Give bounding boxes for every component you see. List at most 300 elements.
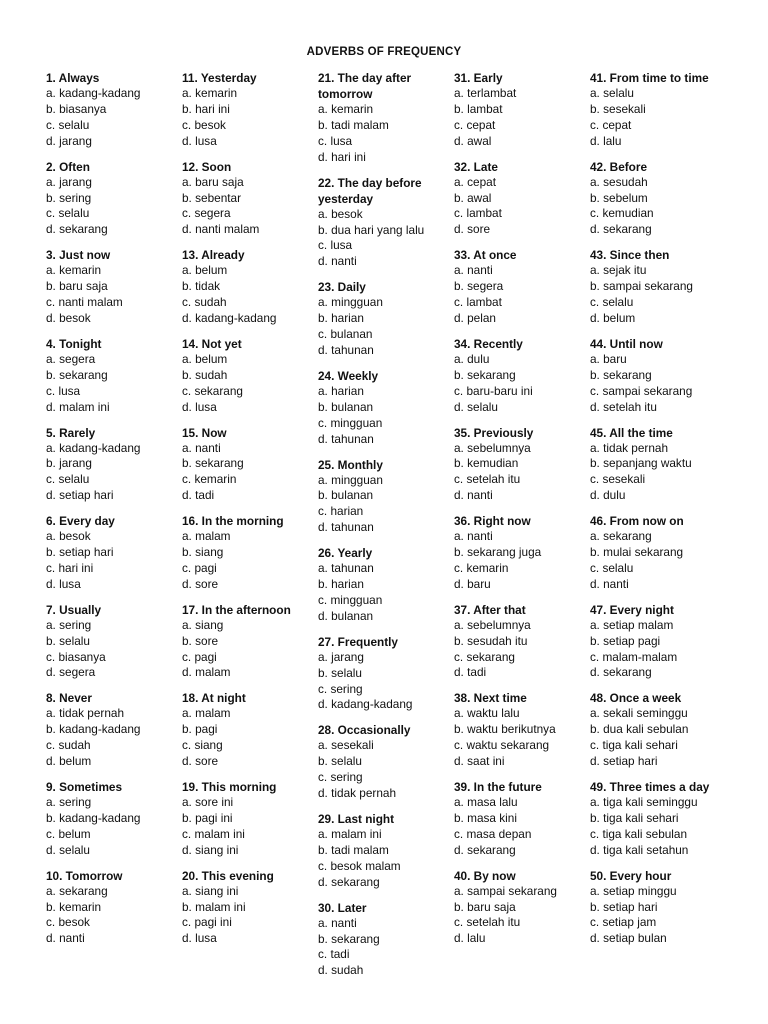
answer-option: c. lambat [454, 295, 502, 310]
answer-option: a. mingguan [318, 295, 383, 310]
question-block [590, 425, 730, 505]
answer-option: d. awal [454, 133, 492, 148]
answer-option: a. baru saja [182, 174, 244, 189]
question-heading: 16. In the morning [182, 514, 284, 529]
column-3 [318, 70, 446, 988]
answer-option: d. siang ini [182, 842, 239, 857]
answer-option: d. sudah [318, 963, 364, 978]
answer-option: c. cepat [454, 117, 496, 132]
answer-option: c. selalu [46, 472, 90, 487]
answer-option: b. sesekali [590, 101, 646, 116]
answer-option: c. malam ini [182, 826, 245, 841]
answer-option: c. lusa [318, 238, 353, 253]
question-block [182, 247, 310, 327]
question-heading: 49. Three times a day [590, 780, 710, 794]
answer-option: b. sekarang [318, 931, 380, 946]
answer-option: d. sekarang [590, 665, 652, 680]
answer-option: c. lambat [454, 206, 502, 221]
question-block [590, 602, 730, 682]
answer-option: c. pagi [182, 649, 217, 664]
answer-option: d. dulu [590, 488, 626, 503]
answer-option: c. kemudian [590, 206, 654, 221]
answer-option: b. lambat [454, 101, 503, 116]
answer-option: b. jarang [46, 456, 92, 471]
answer-option: a. mingguan [318, 472, 383, 487]
question-heading: 39. In the future [454, 780, 542, 794]
page-title: ADVERBS OF FREQUENCY [306, 46, 462, 58]
question-heading: 42. Before [590, 159, 648, 174]
answer-option: d. setiap hari [590, 754, 658, 769]
question-heading: 10. Tomorrow [46, 868, 123, 883]
answer-option: b. selalu [46, 633, 90, 648]
question-block [318, 722, 446, 802]
question-block [318, 634, 446, 714]
question-heading: 45. All the time [590, 425, 673, 440]
answer-option: a. besok [46, 529, 91, 544]
answer-option: d. selalu [454, 399, 498, 414]
answer-option: a. sejak itu [590, 263, 647, 278]
question-block [46, 159, 174, 239]
question-heading: 28. Occasionally [318, 723, 411, 738]
answer-option: a. malam ini [318, 827, 382, 841]
answer-option: b. biasanya [46, 101, 107, 116]
question-block [318, 811, 446, 891]
answer-option: d. tidak pernah [318, 786, 397, 801]
question-block [590, 70, 730, 150]
answer-option: a. sebelumnya [454, 440, 531, 455]
answer-option: b. sekarang [46, 367, 108, 382]
answer-option: c. sesekali [590, 472, 646, 487]
answer-option: d. segera [46, 665, 96, 680]
answer-option: b. sampai sekarang [590, 279, 693, 294]
answer-option: d. sekarang [46, 222, 108, 237]
answer-option: c. nanti malam [46, 295, 123, 310]
question-heading: 8. Never [46, 691, 92, 706]
question-block [454, 247, 582, 327]
answer-option: d. jarang [46, 133, 92, 148]
answer-option: b. pagi ini [182, 810, 233, 825]
answer-option: b. baru saja [454, 899, 516, 914]
question-heading: 18. At night [182, 691, 246, 706]
answer-option: a. siang [182, 617, 224, 632]
answer-option: b. siang [182, 545, 224, 560]
question-block [590, 513, 730, 593]
question-block [454, 159, 582, 239]
answer-option: b. harian [318, 311, 364, 326]
question-block [454, 690, 582, 770]
answer-option: a. belum [182, 263, 228, 278]
answer-option: a. sebelumnya [454, 617, 531, 632]
question-block [318, 900, 446, 980]
question-heading: 9. Sometimes [46, 780, 123, 794]
answer-option: c. biasanya [46, 649, 106, 664]
question-block [318, 175, 446, 271]
answer-option: d. malam [182, 665, 231, 680]
answer-option: a. tahunan [318, 561, 374, 576]
question-block [182, 70, 310, 150]
answer-option: c. besok [46, 915, 90, 930]
answer-option: a. jarang [318, 649, 364, 664]
answer-option: b. harian [318, 577, 364, 592]
answer-option: d. pelan [454, 310, 496, 325]
answer-option: d. sore [182, 576, 219, 591]
answer-option: d. lusa [182, 931, 217, 946]
question-heading: 25. Monthly [318, 457, 383, 472]
question-block [454, 868, 582, 948]
question-block [182, 690, 310, 770]
answer-option: a. kemarin [318, 102, 374, 116]
answer-option: c. kemarin [182, 472, 237, 487]
question-heading: 37. After that [454, 602, 526, 617]
answer-option: a. nanti [182, 440, 221, 455]
answer-option: a. sekali seminggu [590, 706, 688, 721]
question-heading: 14. Not yet [182, 336, 242, 351]
answer-option: b. awal [454, 190, 492, 205]
answer-option: b. selalu [318, 754, 362, 769]
answer-option: b. dua kali sebulan [590, 722, 689, 737]
answer-option: d. lusa [182, 399, 217, 414]
question-block [454, 779, 582, 859]
question-heading: 22. The day before yesterday [318, 175, 422, 206]
answer-option: a. belum [182, 351, 228, 366]
answer-option: c. selalu [46, 206, 90, 221]
answer-option: d. lusa [46, 576, 81, 591]
answer-option: c. cepat [590, 117, 632, 132]
answer-option: a. nanti [454, 263, 493, 278]
answer-option: b. masa kini [454, 810, 517, 825]
answer-option: c. lusa [318, 133, 353, 148]
answer-option: b. sudah [182, 367, 228, 382]
answer-option: d. nanti [46, 931, 85, 946]
answer-option: b. segera [454, 279, 504, 294]
answer-option: c. tadi [318, 947, 350, 962]
answer-option: b. bulanan [318, 488, 374, 503]
answer-option: b. kemudian [454, 456, 519, 471]
answer-option: d. selalu [46, 842, 90, 857]
question-block [454, 425, 582, 505]
question-block [318, 70, 446, 166]
answer-option: b. selalu [318, 665, 362, 680]
question-block [590, 159, 730, 239]
answer-option: d. tahunan [318, 520, 374, 535]
answer-option: b. pagi [182, 722, 218, 737]
answer-option: a. nanti [454, 529, 493, 544]
answer-option: b. sesudah itu [454, 633, 528, 648]
question-heading: 13. Already [182, 248, 245, 263]
answer-option: d. lusa [182, 133, 217, 148]
answer-option: b. sebentar [182, 190, 242, 205]
answer-option: b. kadang-kadang [46, 810, 141, 825]
question-block [454, 336, 582, 416]
question-heading: 2. Often [46, 159, 90, 174]
answer-option: a. baru [590, 351, 627, 366]
answer-option: c. mingguan [318, 592, 383, 607]
question-heading: 30. Later [318, 900, 367, 915]
question-heading: 5. Rarely [46, 425, 96, 440]
answer-option: a. sesudah [590, 174, 648, 189]
answer-option: a. tidak pernah [46, 706, 125, 721]
answer-option: b. sore [182, 633, 219, 648]
answer-option: d. nanti [454, 488, 493, 503]
column-5 [590, 70, 730, 956]
answer-option: c. pagi [182, 560, 217, 575]
answer-option: c. selalu [590, 560, 634, 575]
answer-option: a. nanti [318, 915, 357, 930]
answer-option: d. setiap hari [46, 488, 114, 503]
question-heading: 46. From now on [590, 514, 684, 529]
question-block [590, 779, 730, 859]
question-block [182, 779, 310, 859]
answer-option: b. tidak [182, 279, 221, 294]
question-heading: 4. Tonight [46, 336, 102, 351]
answer-option: d. tiga kali setahun [590, 842, 689, 857]
answer-option: b. sekarang [182, 456, 244, 471]
question-block [182, 513, 310, 593]
answer-option: c. setiap jam [590, 915, 657, 930]
answer-option: d. hari ini [318, 149, 366, 164]
answer-option: d. sekarang [590, 222, 652, 237]
answer-option: c. besok malam [318, 858, 401, 873]
answer-option: a. jarang [46, 174, 92, 189]
question-heading: 32. Late [454, 159, 498, 174]
answer-option: a. segera [46, 351, 96, 366]
question-block [454, 513, 582, 593]
answer-option: a. masa lalu [454, 795, 518, 809]
question-heading: 27. Frequently [318, 634, 398, 649]
answer-option: b. malam ini [182, 899, 246, 914]
question-heading: 23. Daily [318, 280, 366, 295]
question-heading: 17. In the afternoon [182, 602, 291, 617]
answer-option: a. kemarin [46, 263, 102, 278]
answer-option: c. siang [182, 738, 223, 753]
question-heading: 34. Recently [454, 336, 523, 351]
question-block [318, 457, 446, 537]
answer-option: b. dua hari yang lalu [318, 222, 425, 237]
answer-option: a. kemarin [182, 86, 238, 100]
question-block [182, 602, 310, 682]
answer-option: a. besok [318, 206, 363, 221]
answer-option: a. setiap malam [590, 617, 674, 632]
answer-option: d. sore [182, 754, 219, 769]
answer-option: c. sudah [46, 738, 91, 753]
question-block [182, 336, 310, 416]
answer-option: b. tiga kali sehari [590, 810, 679, 825]
answer-option: d. setiap bulan [590, 931, 667, 946]
answer-option: b. sering [46, 190, 92, 205]
question-block [46, 247, 174, 327]
question-block [46, 602, 174, 682]
answer-option: b. tadi malam [318, 117, 389, 132]
question-block [46, 779, 174, 859]
answer-option: c. lusa [46, 383, 81, 398]
answer-option: d. tadi [182, 488, 215, 503]
question-heading: 33. At once [454, 248, 517, 263]
question-heading: 35. Previously [454, 425, 534, 440]
question-heading: 36. Right now [454, 514, 531, 529]
question-heading: 31. Early [454, 71, 503, 85]
answer-option: b. mulai sekarang [590, 545, 684, 560]
answer-option: a. kadang-kadang [46, 86, 141, 100]
question-block [182, 425, 310, 505]
question-block [46, 868, 174, 948]
answer-option: d. tadi [454, 665, 487, 680]
answer-option: a. waktu lalu [454, 706, 520, 721]
answer-option: d. nanti [590, 576, 629, 591]
answer-option: d. nanti [318, 254, 357, 269]
question-heading: 3. Just now [46, 248, 111, 263]
answer-option: a. tidak pernah [590, 440, 669, 455]
question-block [590, 336, 730, 416]
question-heading: 29. Last night [318, 812, 395, 826]
answer-option: b. sepanjang waktu [590, 456, 692, 471]
answer-option: c. sering [318, 770, 363, 785]
answer-option: b. sekarang [454, 367, 516, 382]
answer-option: c. waktu sekarang [454, 738, 550, 753]
question-heading: 41. From time to time [590, 71, 709, 85]
answer-option: d. tahunan [318, 342, 374, 357]
answer-option: c. malam-malam [590, 649, 678, 664]
question-heading: 50. Every hour [590, 868, 672, 883]
question-heading: 11. Yesterday [182, 71, 257, 85]
answer-option: d. sore [454, 222, 491, 237]
answer-option: d. nanti malam [182, 222, 260, 237]
question-heading: 44. Until now [590, 336, 663, 351]
question-heading: 19. This morning [182, 780, 277, 794]
question-block [46, 690, 174, 770]
answer-option: d. tahunan [318, 431, 374, 446]
answer-option: c. mingguan [318, 415, 383, 430]
answer-option: c. tiga kali sehari [590, 738, 678, 753]
question-heading: 24. Weekly [318, 368, 379, 383]
answer-option: d. kadang-kadang [318, 697, 413, 712]
answer-option: a. siang ini [182, 883, 239, 898]
answer-option: d. sekarang [454, 842, 516, 857]
answer-option: c. besok [182, 117, 226, 132]
question-heading: 20. This evening [182, 868, 274, 883]
answer-option: d. lalu [590, 133, 622, 148]
answer-option: b. setiap pagi [590, 633, 661, 648]
question-block [318, 545, 446, 625]
answer-option: c. tiga kali sebulan [590, 826, 688, 841]
question-heading: 15. Now [182, 425, 227, 440]
answer-option: b. hari ini [182, 101, 230, 116]
answer-option: b. sebelum [590, 190, 648, 205]
answer-option: d. kadang-kadang [182, 310, 277, 325]
answer-option: d. setelah itu [590, 399, 657, 414]
answer-option: c. sering [318, 681, 363, 696]
question-block [46, 425, 174, 505]
question-heading: 12. Soon [182, 159, 232, 174]
answer-option: a. setiap minggu [590, 883, 677, 898]
answer-option: d. baru [454, 576, 491, 591]
column-1 [46, 70, 174, 956]
answer-option: b. bulanan [318, 399, 374, 414]
question-block [46, 70, 174, 150]
question-block [318, 368, 446, 448]
answer-option: a. sekarang [46, 883, 108, 898]
answer-option: a. dulu [454, 351, 490, 366]
answer-option: b. kemarin [46, 899, 102, 914]
question-heading: 38. Next time [454, 691, 527, 706]
question-heading: 7. Usually [46, 602, 102, 617]
answer-option: c. setelah itu [454, 472, 521, 487]
answer-option: d. besok [46, 310, 91, 325]
question-heading: 6. Every day [46, 514, 115, 529]
answer-option: b. tadi malam [318, 842, 389, 857]
question-heading: 21. The day after tomorrow [318, 71, 412, 101]
question-block [318, 279, 446, 359]
question-heading: 43. Since then [590, 248, 670, 263]
answer-option: c. segera [182, 206, 231, 221]
question-block [590, 690, 730, 770]
answer-option: a. sering [46, 617, 92, 632]
answer-option: b. setiap hari [46, 545, 114, 560]
question-heading: 40. By now [454, 868, 516, 883]
answer-option: c. selalu [590, 295, 634, 310]
answer-option: c. masa depan [454, 826, 532, 841]
question-heading: 1. Always [46, 71, 100, 85]
answer-option: d. saat ini [454, 754, 505, 769]
answer-option: a. cepat [454, 174, 496, 189]
question-block [46, 513, 174, 593]
question-block [454, 602, 582, 682]
answer-option: a. sampai sekarang [454, 883, 557, 898]
question-block [182, 868, 310, 948]
answer-option: b. sekarang [590, 367, 652, 382]
question-block [590, 868, 730, 948]
question-heading: 48. Once a week [590, 691, 682, 706]
answer-option: a. harian [318, 383, 364, 398]
answer-option: c. bulanan [318, 327, 373, 342]
answer-option: a. tiga kali seminggu [590, 795, 698, 809]
question-block [454, 70, 582, 150]
answer-option: a. malam [182, 706, 231, 721]
question-heading: 26. Yearly [318, 546, 373, 561]
answer-option: c. sudah [182, 295, 227, 310]
answer-option: a. kadang-kadang [46, 440, 141, 455]
answer-option: a. sore ini [182, 795, 234, 809]
answer-option: d. sekarang [318, 874, 380, 889]
answer-option: c. selalu [46, 117, 90, 132]
answer-option: d. malam ini [46, 399, 110, 414]
answer-option: a. sering [46, 795, 92, 809]
answer-option: c. sekarang [454, 649, 515, 664]
answer-option: b. setiap hari [590, 899, 658, 914]
answer-option: c. setelah itu [454, 915, 521, 930]
answer-option: d. lalu [454, 931, 486, 946]
column-4 [454, 70, 582, 956]
answer-option: c. pagi ini [182, 915, 232, 930]
question-block [46, 336, 174, 416]
question-block [182, 159, 310, 239]
answer-option: c. belum [46, 826, 91, 841]
answer-option: c. sekarang [182, 383, 243, 398]
answer-option: c. kemarin [454, 560, 509, 575]
question-heading: 47. Every night [590, 602, 674, 617]
answer-option: a. malam [182, 529, 231, 544]
answer-option: a. sesekali [318, 738, 374, 753]
question-block [590, 247, 730, 327]
answer-option: a. terlambat [454, 86, 517, 100]
answer-option: b. kadang-kadang [46, 722, 141, 737]
column-2 [182, 70, 310, 956]
answer-option: d. bulanan [318, 608, 374, 623]
answer-option: c. baru-baru ini [454, 383, 533, 398]
answer-option: b. waktu berikutnya [454, 722, 556, 737]
answer-option: c. hari ini [46, 560, 94, 575]
answer-option: d. belum [46, 754, 92, 769]
answer-option: a. selalu [590, 86, 634, 100]
